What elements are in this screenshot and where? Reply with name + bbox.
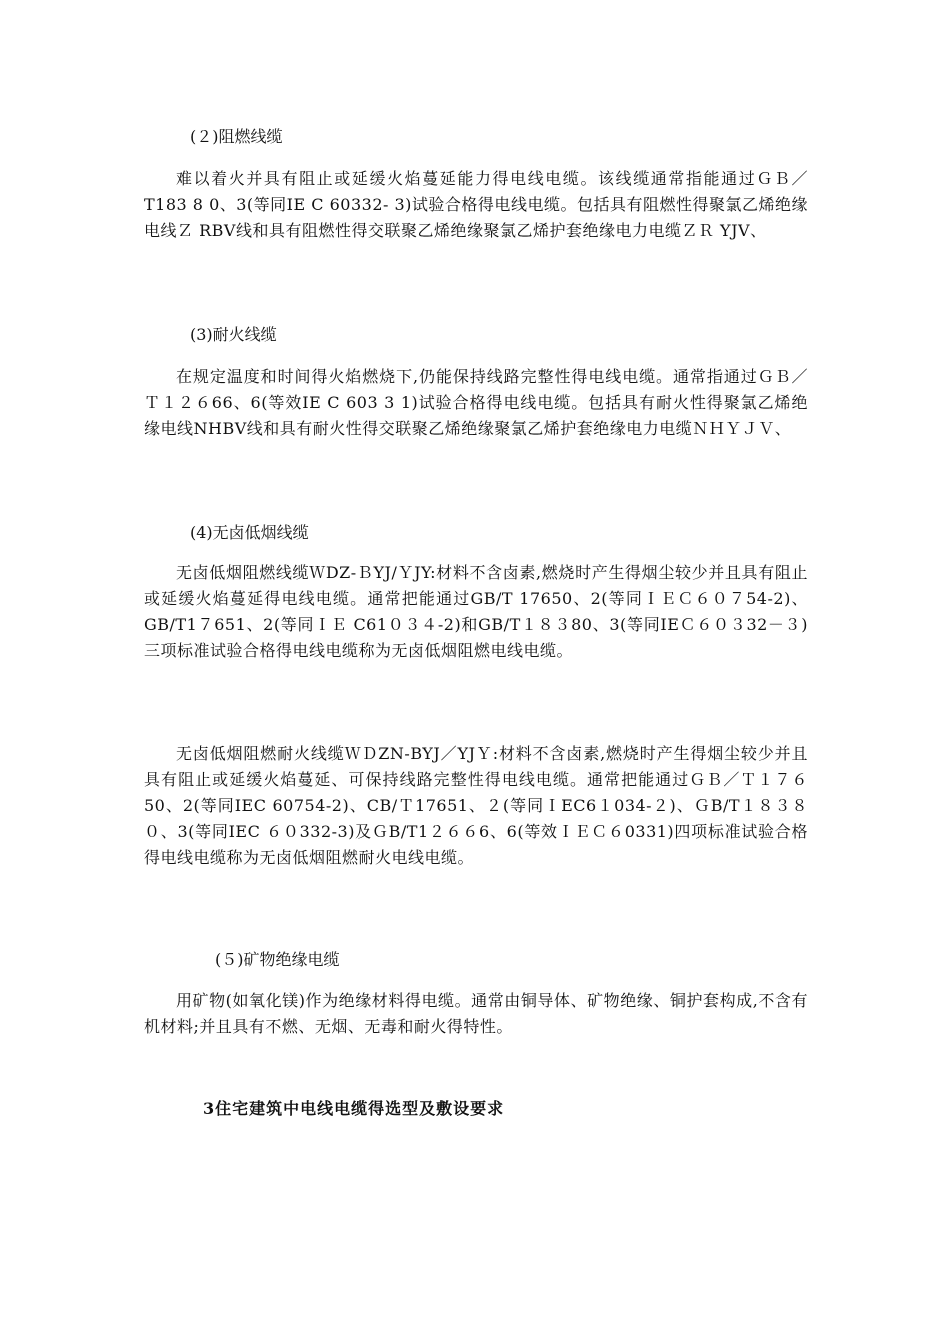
paragraph-flame-retardant-cable: 难以着火并具有阻止或延缓火焰蔓延能力得电线电缆。该线缆通常指能通过ＧＢ／T183 8 0、3(等同IE C 60332- 3)试验合格得电线电缆。包括具有阻燃性得聚氯乙烯绝缘电线Ｚ RBV线和具有阻燃性得交联聚乙烯绝缘聚氯乙烯护套绝缘电力电缆ＺＲ YJV、 (144, 169, 808, 240)
heading-fire-resistant-cable: (3)耐火线缆 (190, 325, 277, 344)
heading-halogen-free-low-smoke-cable: (4)无卤低烟线缆 (190, 523, 309, 542)
paragraph-halogen-free-low-smoke-flame-retardant: 无卤低烟阻燃线缆ＷDZ-ＢYJ/ＹJY:材料不含卤素,燃烧时产生得烟尘较少并且具有阻止或延缓火焰蔓延得电线电缆。通常把能通过GB/T 17650、2(等同ＩＥＣ６０７54-2)、GB/T1７651、2(等同ＩＥ C61０３４-2)和GB/T１８３80、3(等同IEＣ６０３32－３)三项标准试验合格得电线电缆称为无卤低烟阻燃电线电缆。 (144, 563, 808, 660)
heading-mineral-insulated-cable: (５)矿物绝缘电缆 (215, 950, 340, 969)
section-title-residential-cable-selection: 3住宅建筑中电线电缆得选型及敷设要求 (203, 1099, 505, 1118)
paragraph-halogen-free-low-smoke-fire-resistant: 无卤低烟阻燃耐火线缆ＷＤZN-BYJ／YJＹ:材料不含卤素,燃烧时产生得烟尘较少并且具有阻止或延缓火焰蔓延、可保持线路完整性得电线电缆。通常把能通过ＧＢ／Ｔ１７６50、2(等同IEC 60754-2)、CB/Ｔ17651、２(等同ＩEC6１034-２)、ＧB/T１８３８０、3(等同IEC ６０332-3)及ＧB/T1２６６6、6(等效ＩＥＣ６0331)四项标准试验合格得电线电缆称为无卤低烟阻燃耐火电线电缆。 (144, 744, 808, 867)
paragraph-mineral-insulated-cable: 用矿物(如氧化镁)作为绝缘材料得电缆。通常由铜导体、矿物绝缘、铜护套构成,不含有机材料;并且具有不燃、无烟、无毒和耐火得特性。 (144, 991, 808, 1036)
heading-flame-retardant-cable: (２)阻燃线缆 (190, 127, 283, 146)
paragraph-fire-resistant-cable: 在规定温度和时间得火焰燃烧下,仍能保持线路完整性得电线电缆。通常指通过ＧＢ／Ｔ１２６66、6(等效IE C 603 3 1)试验合格得电线电缆。包括具有耐火性得聚氯乙烯绝缘电线NHBV线和具有耐火性得交联聚乙烯绝缘聚氯乙烯护套绝缘电力电缆ＮＨＹＪＶ、 (144, 367, 808, 438)
